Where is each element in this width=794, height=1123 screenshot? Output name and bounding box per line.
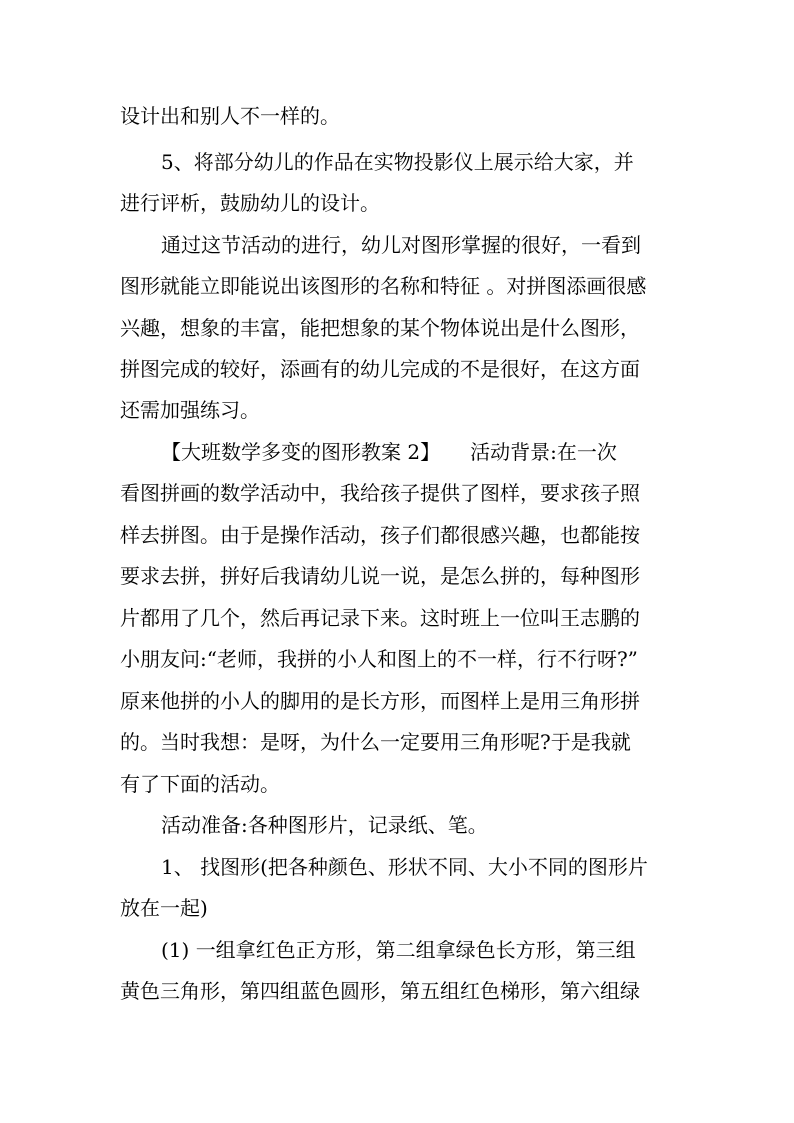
list-item-line: 黄色三角形，第四组蓝色圆形，第五组红色梯形，第六组绿 [120, 979, 640, 1003]
list-item-line: 1、 找图形(把各种颜色、形状不同、大小不同的图形片 [161, 855, 648, 879]
paragraph-line: 5、将部分幼儿的作品在实物投影仪上展示给大家，并 [161, 150, 634, 174]
list-item-line: 放在一起) [120, 896, 208, 920]
paragraph-line: 兴趣，想象的丰富，能把想象的某个物体说出是什么图形， [120, 316, 640, 340]
paragraph-line: 通过这节活动的进行，幼儿对图形掌握的很好，一看到 [161, 233, 641, 257]
paragraph-line: 还需加强练习。 [120, 398, 260, 422]
paragraph-line: 片都用了几个，然后再记录下来。这时班上一位叫王志鹏的 [120, 606, 640, 630]
paragraph-line: 拼图完成的较好，添画有的幼儿完成的不是很好，在这方面 [120, 357, 640, 381]
paragraph-line: 活动准备:各种图形片，记录纸、笔。 [161, 813, 488, 837]
paragraph-line: 小朋友问:“老师，我拼的小人和图上的不一样，行不行呀?” [120, 647, 638, 671]
paragraph-line: 的。当时我想：是呀，为什么一定要用三角形呢?于是我就 [120, 730, 631, 754]
paragraph-line: 看图拼画的数学活动中，我给孩子提供了图样，要求孩子照 [120, 481, 640, 505]
paragraph-line: 设计出和别人不一样的。 [120, 104, 340, 128]
paragraph-line: 原来他拼的小人的脚用的是长方形，而图样上是用三角形拼 [120, 689, 640, 713]
paragraph-line: 进行评析，鼓励幼儿的设计。 [120, 191, 380, 215]
paragraph-line: 有了下面的活动。 [120, 772, 280, 796]
paragraph-line: 样去拼图。由于是操作活动，孩子们都很感兴趣，也都能按 [120, 523, 640, 547]
paragraph-line: 图形就能立即能说出该图形的名称和特征 。对拼图添画很感 [120, 274, 647, 298]
section-heading-line: 【大班数学多变的图形教案 2】 活动背景:在一次 [161, 440, 617, 464]
list-item-line: (1) 一组拿红色正方形，第二组拿绿色长方形，第三组 [161, 938, 636, 962]
paragraph-line: 要求去拼，拼好后我请幼儿说一说，是怎么拼的，每种图形 [120, 564, 640, 588]
